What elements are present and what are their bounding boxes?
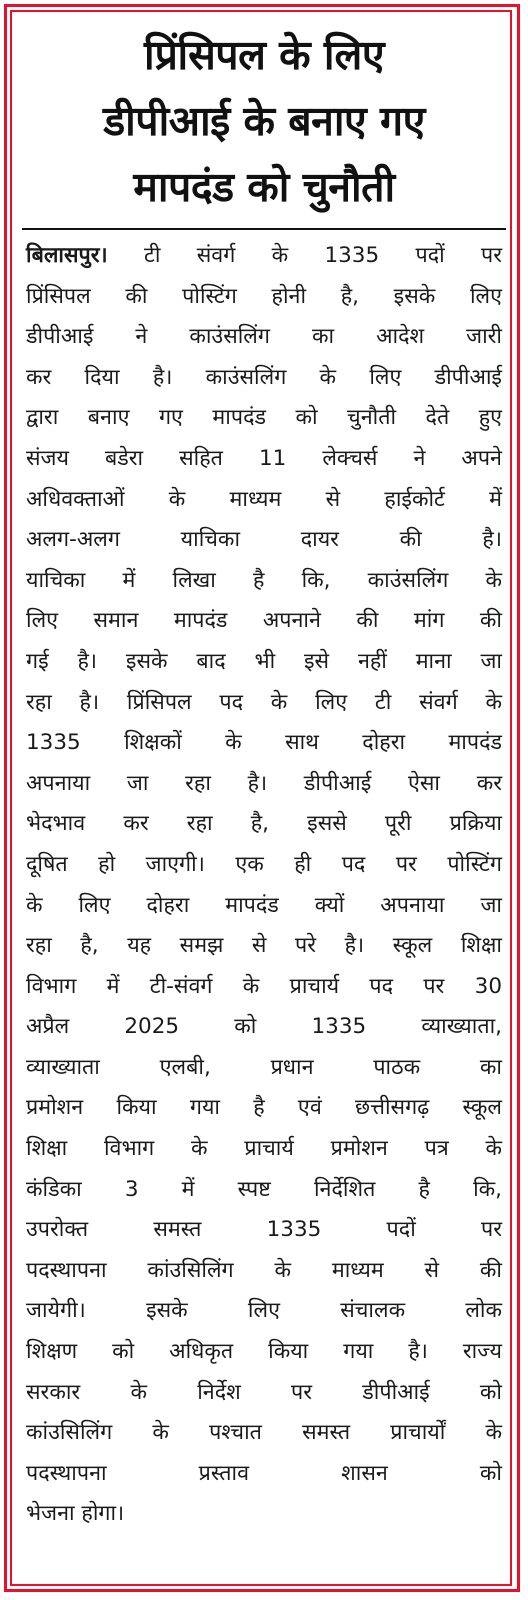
- body-line: विभाग में टी-संवर्ग के प्राचार्य पद पर 30: [26, 973, 502, 999]
- body-line: उपरोक्त समस्त 1335 पदों पर: [26, 1217, 502, 1243]
- body-line: कांउसिलिंग के पश्चात समस्त प्राचार्यों के: [26, 1420, 502, 1446]
- body-line: शिक्षण को अधिकृत किया गया है। राज्य: [26, 1339, 502, 1365]
- article-body: [26, 236, 502, 1535]
- body-line: अप्रैल 2025 को 1335 व्याख्याता,: [26, 1014, 502, 1040]
- body-line: अधिवक्ताओं के माध्यम से हाईकोर्ट में: [26, 486, 502, 512]
- body-line: अपनाया जा रहा है। डीपीआई ऐसा कर: [26, 770, 502, 796]
- body-line: कर दिया है। काउंसलिंग के लिए डीपीआई: [26, 364, 502, 390]
- body-line: गई है। इसके बाद भी इसे नहीं माना जा: [26, 648, 502, 674]
- body-line: याचिका में लिखा है कि, काउंसलिंग के: [26, 567, 502, 593]
- body-line: रहा है, यह समझ से परे है। स्कूल शिक्षा: [26, 933, 502, 959]
- headline-line-3: मापदंड को चुनौती: [133, 163, 395, 211]
- body-line: रहा है। प्रिंसिपल पद के लिए टी संवर्ग के: [26, 689, 502, 715]
- headline: [16, 22, 512, 220]
- body-line: प्रमोशन किया गया है एवं छत्तीसगढ़ स्कूल: [26, 1095, 502, 1121]
- body-line: व्याख्याता एलबी, प्रधान पाठक का: [26, 1054, 502, 1080]
- body-line: लिए समान मापदंड अपनाने की मांग की: [26, 608, 502, 634]
- body-line: जायेगी। इसके लिए संचालक लोक: [26, 1298, 502, 1324]
- body-line: 1335 शिक्षकों के साथ दोहरा मापदंड: [26, 730, 502, 756]
- headline-divider: [22, 228, 506, 230]
- body-line: अलग-अलग याचिका दायर की है।: [26, 527, 502, 553]
- body-line: भेजना होगा।: [26, 1501, 125, 1527]
- body-line: [26, 236, 502, 277]
- body-line-text: टी संवर्ग के 1335 पदों पर: [107, 243, 502, 268]
- body-line: पदस्थापना प्रस्ताव शासन को: [26, 1460, 502, 1486]
- body-line: सरकार के निर्देश पर डीपीआई को: [26, 1379, 502, 1405]
- headline-line-2: डीपीआई के बनाए गए: [103, 97, 425, 145]
- body-line: कंडिका 3 में स्पष्ट निर्देशित है कि,: [26, 1176, 502, 1202]
- headline-line-1: प्रिंसिपल के लिए: [144, 31, 384, 79]
- body-line: पदस्थापना कांउसिलिंग के माध्यम से की: [26, 1257, 502, 1283]
- body-line: डीपीआई ने काउंसलिंग का आदेश जारी: [26, 324, 502, 350]
- body-line: दूषित हो जाएगी। एक ही पद पर पोस्टिंग: [26, 851, 502, 877]
- dateline: बिलासपुर।: [26, 243, 108, 268]
- body-line: द्वारा बनाए गए मापदंड को चुनौती देते हुए: [26, 405, 502, 431]
- body-line: शिक्षा विभाग के प्राचार्य प्रमोशन पत्र के: [26, 1136, 502, 1162]
- body-line: के लिए दोहरा मापदंड क्यों अपनाया जा: [26, 892, 502, 918]
- body-line: भेदभाव कर रहा है, इससे पूरी प्रक्रिया: [26, 811, 502, 837]
- body-line: संजय बडेरा सहित 11 लेक्चर्स ने अपने: [26, 445, 502, 471]
- body-line: प्रिंसिपल की पोस्टिंग होनी है, इसके लिए: [26, 283, 502, 309]
